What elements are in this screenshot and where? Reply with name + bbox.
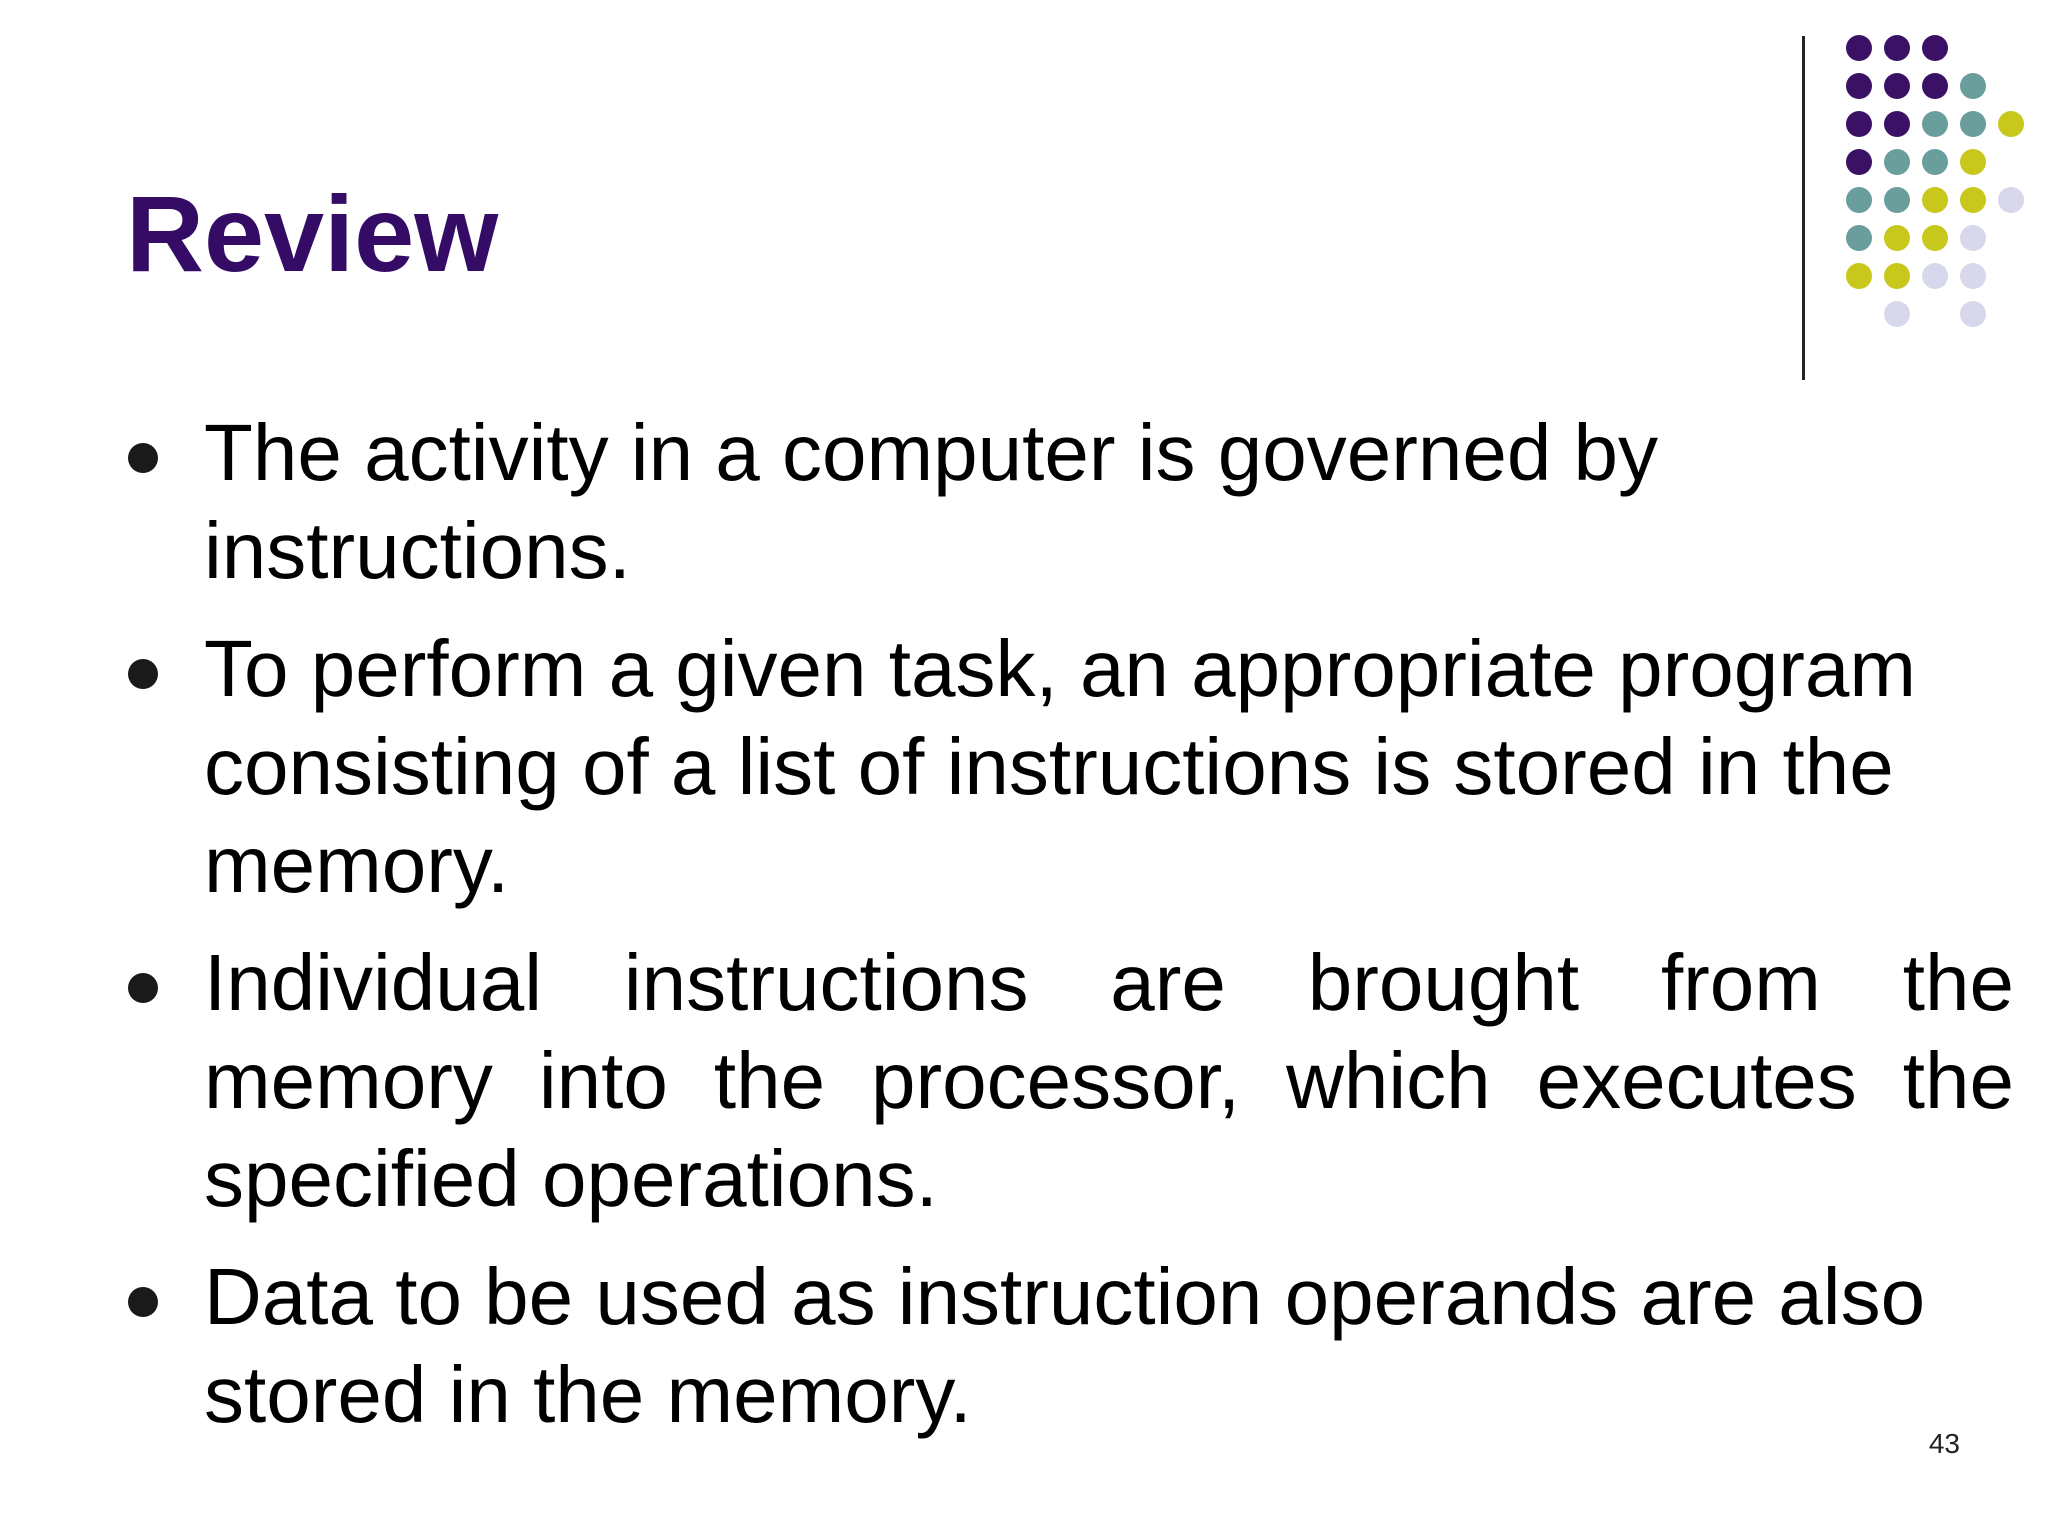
bullet-item	[126, 620, 2048, 914]
decorative-dot	[1884, 149, 1910, 175]
bullet-text: The activity in a computer is governed by instructions.	[204, 408, 1659, 595]
decorative-dot	[1884, 187, 1910, 213]
bullet-item	[126, 404, 1904, 600]
decorative-dot	[1960, 225, 1986, 251]
bullet-dot-icon	[128, 1287, 158, 1317]
decorative-dot	[1960, 301, 1986, 327]
decorative-dot	[1846, 149, 1872, 175]
decorative-dot	[1884, 35, 1910, 61]
decorative-dot	[1922, 111, 1948, 137]
decorative-dot	[1846, 111, 1872, 137]
bullet-item	[126, 934, 2014, 1228]
bullet-dot-icon	[128, 973, 158, 1003]
bullet-dot-icon	[128, 443, 158, 473]
decorative-dot	[1998, 111, 2024, 137]
slide-title: Review	[126, 173, 499, 294]
decorative-dot	[1846, 35, 1872, 61]
decorative-dot	[1884, 301, 1910, 327]
bullet-text: To perform a given task, an appropriate program consisting of a list of instructions is stored in the memory.	[204, 624, 1916, 909]
decorative-dot	[1922, 149, 1948, 175]
decorative-dot	[1846, 263, 1872, 289]
decorative-dot	[1846, 225, 1872, 251]
decorative-dot	[1960, 149, 1986, 175]
decorative-dot	[1960, 73, 1986, 99]
decorative-dot	[1960, 111, 1986, 137]
decorative-dot	[1960, 187, 1986, 213]
decorative-dot	[1884, 111, 1910, 137]
decorative-dot	[1960, 263, 1986, 289]
page-number: 43	[1928, 1428, 1960, 1459]
decorative-dot	[1998, 187, 2024, 213]
decorative-dot	[1922, 73, 1948, 99]
bullet-text: Data to be used as instruction operands are also stored in the memory.	[204, 1252, 1926, 1439]
decorative-dot	[1922, 187, 1948, 213]
decorative-dot	[1922, 225, 1948, 251]
decorative-dot	[1884, 73, 1910, 99]
decorative-dot	[1922, 35, 1948, 61]
bullet-list	[126, 404, 2014, 1464]
bullet-text: Individual instructions are brought from the memory into the processor, which executes the specified operations.	[204, 938, 2014, 1223]
decorative-dot	[1922, 263, 1948, 289]
bullet-item	[126, 1248, 2048, 1444]
title-divider-line	[1802, 36, 1805, 380]
decorative-dot	[1884, 225, 1910, 251]
decorative-dot	[1846, 187, 1872, 213]
bullet-dot-icon	[128, 659, 158, 689]
decorative-dot	[1884, 263, 1910, 289]
decorative-dot	[1846, 73, 1872, 99]
